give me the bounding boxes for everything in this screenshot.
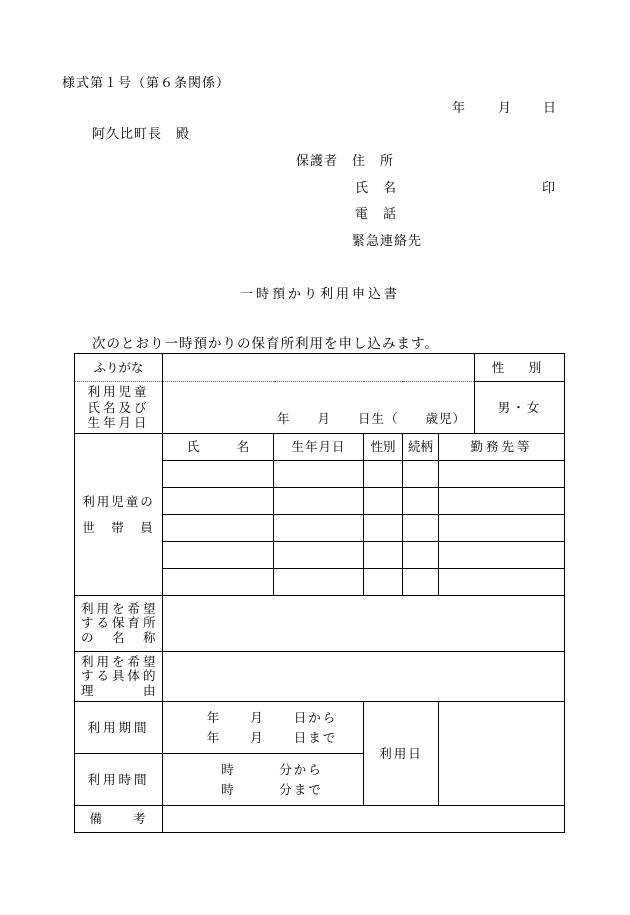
household-sex-cell[interactable] [364, 461, 403, 488]
child-label-line1: 利用児童 [87, 384, 150, 400]
name-label: 氏 名 [355, 181, 398, 196]
child-label-line3: 生年月日 [87, 415, 150, 431]
addressee: 阿久比町長 殿 [92, 127, 191, 142]
time-field[interactable] [163, 754, 364, 806]
household-birth-cell[interactable] [274, 569, 364, 596]
nursery-label-line2: する保育所 [81, 615, 159, 631]
household-header-sex: 性別 [364, 434, 403, 461]
time-label: 利用時間 [75, 754, 163, 806]
household-sex-cell[interactable] [364, 488, 403, 515]
household-birth-cell[interactable] [274, 515, 364, 542]
use-day-field[interactable] [439, 702, 565, 806]
household-sex-cell[interactable] [364, 569, 403, 596]
reason-label-line3: 理 由 [81, 682, 159, 698]
household-name-cell[interactable] [163, 515, 274, 542]
household-header-name: 氏 名 [163, 434, 274, 461]
form-title: 一時預かり利用申込書 [240, 287, 401, 302]
sex-options[interactable]: 男・女 [475, 382, 565, 434]
household-name-cell[interactable] [163, 488, 274, 515]
household-label-line1: 利用児童の [82, 493, 155, 509]
remarks-label: 備 考 [75, 806, 163, 833]
remarks-field[interactable] [163, 806, 565, 833]
household-workplace-cell[interactable] [439, 569, 565, 596]
date-year-label: 年 [452, 101, 467, 116]
address-label: 住 所 [352, 154, 395, 169]
nursery-label-line3: の 名 称 [81, 629, 159, 645]
reason-label-line1: 利用を希望 [81, 653, 159, 669]
time-to: 時 分まで [221, 781, 323, 797]
household-relation-cell[interactable] [403, 488, 439, 515]
furigana-label: ふりがな [75, 354, 163, 382]
nursery-label-line1: 利用を希望 [81, 600, 159, 616]
household-relation-cell[interactable] [403, 569, 439, 596]
household-birth-cell[interactable] [274, 488, 364, 515]
household-relation-cell[interactable] [403, 461, 439, 488]
nursery-label [75, 596, 163, 652]
household-header-birth: 生年月日 [274, 434, 364, 461]
intro-text: 次のとおり一時預かりの保育所利用を申し込みます。 [92, 336, 439, 352]
child-label-line2: 氏名及び [87, 399, 150, 415]
reason-label [75, 652, 163, 702]
child-label [75, 382, 163, 434]
application-table [74, 353, 565, 833]
guardian-label: 保護者 [296, 154, 339, 169]
reason-field[interactable] [163, 652, 565, 702]
household-birth-cell[interactable] [274, 461, 364, 488]
household-label [75, 434, 163, 596]
household-relation-cell[interactable] [403, 515, 439, 542]
date-month-label: 月 [498, 101, 513, 116]
period-field[interactable] [163, 702, 364, 754]
form-number: 様式第１号（第６条関係） [62, 76, 231, 91]
sex-header: 性 別 [475, 354, 565, 382]
emergency-contact-label: 緊急連絡先 [352, 234, 423, 249]
use-day-label: 利用日 [364, 702, 439, 806]
household-header-relation: 続柄 [403, 434, 439, 461]
child-name-birth-field[interactable] [163, 382, 475, 434]
household-workplace-cell[interactable] [439, 542, 565, 569]
household-header-workplace: 勤務先等 [439, 434, 565, 461]
time-from: 時 分から [221, 761, 323, 777]
household-relation-cell[interactable] [403, 542, 439, 569]
household-workplace-cell[interactable] [439, 515, 565, 542]
furigana-field[interactable] [163, 354, 475, 382]
phone-label: 電 話 [355, 207, 398, 222]
household-birth-cell[interactable] [274, 542, 364, 569]
date-day-label: 日 [543, 101, 558, 116]
nursery-name-field[interactable] [163, 596, 565, 652]
household-workplace-cell[interactable] [439, 488, 565, 515]
household-workplace-cell[interactable] [439, 461, 565, 488]
household-name-cell[interactable] [163, 569, 274, 596]
period-to: 年 月 日まで [206, 729, 338, 745]
household-sex-cell[interactable] [364, 542, 403, 569]
period-from: 年 月 日から [206, 709, 338, 725]
household-name-cell[interactable] [163, 542, 274, 569]
birth-date-fields: 年 月 日生（ 歳児） [277, 411, 467, 427]
household-name-cell[interactable] [163, 461, 274, 488]
period-label: 利用期間 [75, 702, 163, 754]
household-label-line2: 世 帯 員 [82, 519, 155, 535]
seal-label: 印 [542, 181, 557, 196]
household-sex-cell[interactable] [364, 515, 403, 542]
reason-label-line2: する具体的 [81, 668, 159, 684]
